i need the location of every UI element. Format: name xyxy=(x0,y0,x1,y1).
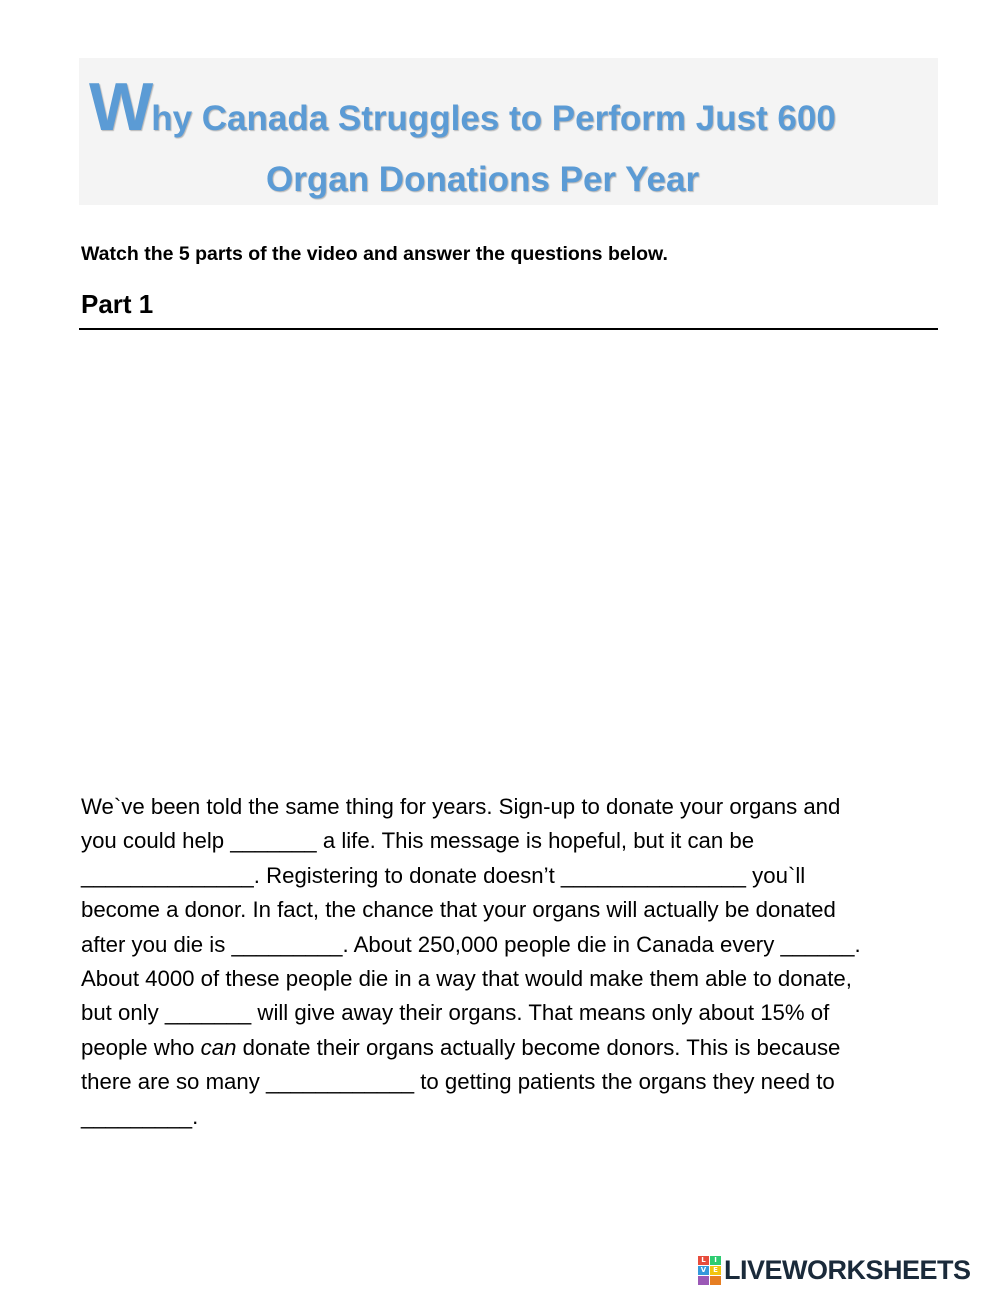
passage-line xyxy=(81,1100,941,1134)
logo-tile xyxy=(698,1276,709,1285)
passage-text: become a donor. In fact, the chance that your organs will actually be donated xyxy=(81,897,836,923)
answer-blank-2[interactable]: ______________ xyxy=(81,862,254,888)
passage-line xyxy=(81,1065,941,1099)
passage-line xyxy=(81,962,941,996)
logo-tile xyxy=(710,1276,721,1285)
answer-blank-1[interactable]: _______ xyxy=(230,828,317,854)
passage-line xyxy=(81,859,941,893)
answer-blank-5[interactable]: ______ xyxy=(780,931,855,957)
passage-text: people who xyxy=(81,1034,201,1060)
passage-line xyxy=(81,996,941,1030)
passage-text: but only xyxy=(81,1000,165,1026)
answer-blank-4[interactable]: _________ xyxy=(231,931,343,957)
passage-text: there are so many xyxy=(81,1069,266,1095)
passage-text: donate their organs actually become donors. This is because xyxy=(236,1034,841,1060)
title-initial-letter: W xyxy=(89,69,152,145)
passage-emphasis: can xyxy=(200,1034,237,1060)
passage-line xyxy=(81,928,941,962)
passage-text: you could help xyxy=(81,828,231,854)
answer-blank-6[interactable]: _______ xyxy=(164,1000,252,1026)
logo-tile: V xyxy=(698,1266,709,1275)
passage-text: you`ll xyxy=(746,862,806,888)
passage-text: We`ve been told the same thing for years. Sign-up to donate your organs and xyxy=(81,794,841,819)
passage-text: to getting patients the organs they need to xyxy=(414,1069,835,1095)
passage-line xyxy=(81,893,941,927)
instructions-text: Watch the 5 parts of the video and answer the questions below. xyxy=(81,243,668,265)
passage-text: a life. This message is hopeful, but it can be xyxy=(316,828,755,854)
passage-text: . xyxy=(854,931,861,957)
passage-line xyxy=(81,1031,941,1065)
logo-tile: L xyxy=(698,1256,709,1265)
logo-wordmark: LIVEWORKSHEETS xyxy=(724,1255,971,1285)
cloze-passage xyxy=(81,790,941,1134)
logo-tile: I xyxy=(710,1256,721,1265)
title-line-2: Organ Donations Per Year xyxy=(266,160,700,199)
passage-text: About 4000 of these people die in a way that would make them able to donate, xyxy=(81,966,852,992)
passage-text: . About 250,000 people die in Canada every xyxy=(342,931,781,957)
passage-line xyxy=(81,824,941,858)
liveworksheets-logo xyxy=(698,1256,971,1284)
part-divider xyxy=(79,328,938,330)
answer-blank-7[interactable]: ____________ xyxy=(266,1069,415,1095)
passage-text: . Registering to donate doesn’t xyxy=(253,862,561,888)
logo-icon xyxy=(698,1256,721,1285)
answer-blank-3[interactable]: _______________ xyxy=(560,862,747,888)
passage-line xyxy=(81,790,941,824)
logo-tile: E xyxy=(710,1266,721,1275)
part-heading: Part 1 xyxy=(81,289,154,319)
passage-text: after you die is xyxy=(81,931,232,957)
passage-text: will give away their organs. That means only about 15% of xyxy=(251,1000,830,1026)
title-line-1 xyxy=(89,69,938,154)
passage-text: . xyxy=(192,1103,199,1129)
answer-blank-8[interactable]: _________ xyxy=(81,1103,193,1129)
title-line-1-text: hy Canada Struggles to Perform Just 600 xyxy=(151,99,836,138)
title-banner xyxy=(79,58,938,205)
